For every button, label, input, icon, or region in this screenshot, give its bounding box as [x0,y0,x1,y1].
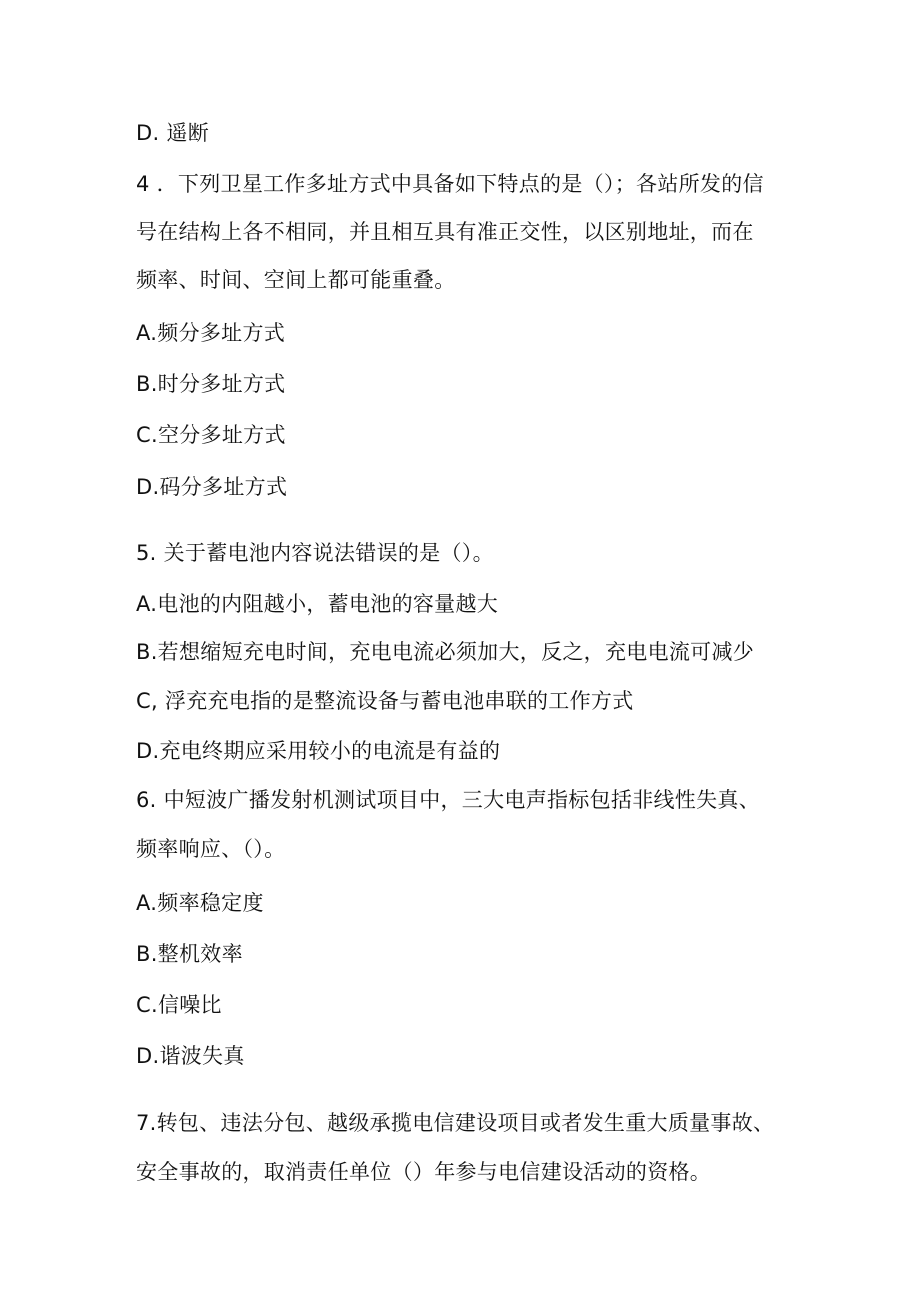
q4-option-b: B.时分多址方式 [136,372,286,396]
q5-stem: 5. 关于蓄电池内容说法错误的是（）。 [136,541,494,565]
q4-option-a: A.频分多址方式 [136,321,286,345]
q6-option-c: C.信噪比 [136,993,222,1017]
q4-stem-line-2: 号在结构上各不相同，并且相互具有准正交性，以区别地址，而在 [136,220,754,244]
q5-option-c: C, 浮充充电指的是整流设备与蓄电池串联的工作方式 [136,689,634,713]
q6-option-d: D.谐波失真 [136,1044,245,1068]
q6-stem-line-2: 频率响应、（）。 [136,837,286,861]
q7-stem-line-1: 7.转包、违法分包、越级承揽电信建设项目或者发生重大质量事故、 [136,1111,775,1135]
q6-option-b: B.整机效率 [136,942,243,966]
q4-option-d: D.码分多址方式 [136,475,288,499]
q6-stem-line-1: 6. 中短波广播发射机测试项目中，三大电声指标包括非线性失真、 [136,788,761,812]
q4-stem-line-1: 4 ．下列卫星工作多址方式中具备如下特点的是（）；各站所发的信 [136,172,764,196]
q5-option-a: A.电池的内阻越小，蓄电池的容量越大 [136,592,499,616]
q4-option-c: C.空分多址方式 [136,423,286,447]
q5-option-b: B.若想缩短充电时间，充电电流必须加大，反之，充电电流可减少 [136,640,755,664]
q7-stem-line-2: 安全事故的，取消责任单位（）年参与电信建设活动的资格。 [136,1160,712,1184]
q5-option-d: D.充电终期应采用较小的电流是有益的 [136,739,501,763]
q3-option-d: D. 遥断 [136,121,210,145]
q6-option-a: A.频率稳定度 [136,891,264,915]
q4-stem-line-3: 频率、时间、空间上都可能重叠。 [136,268,456,292]
